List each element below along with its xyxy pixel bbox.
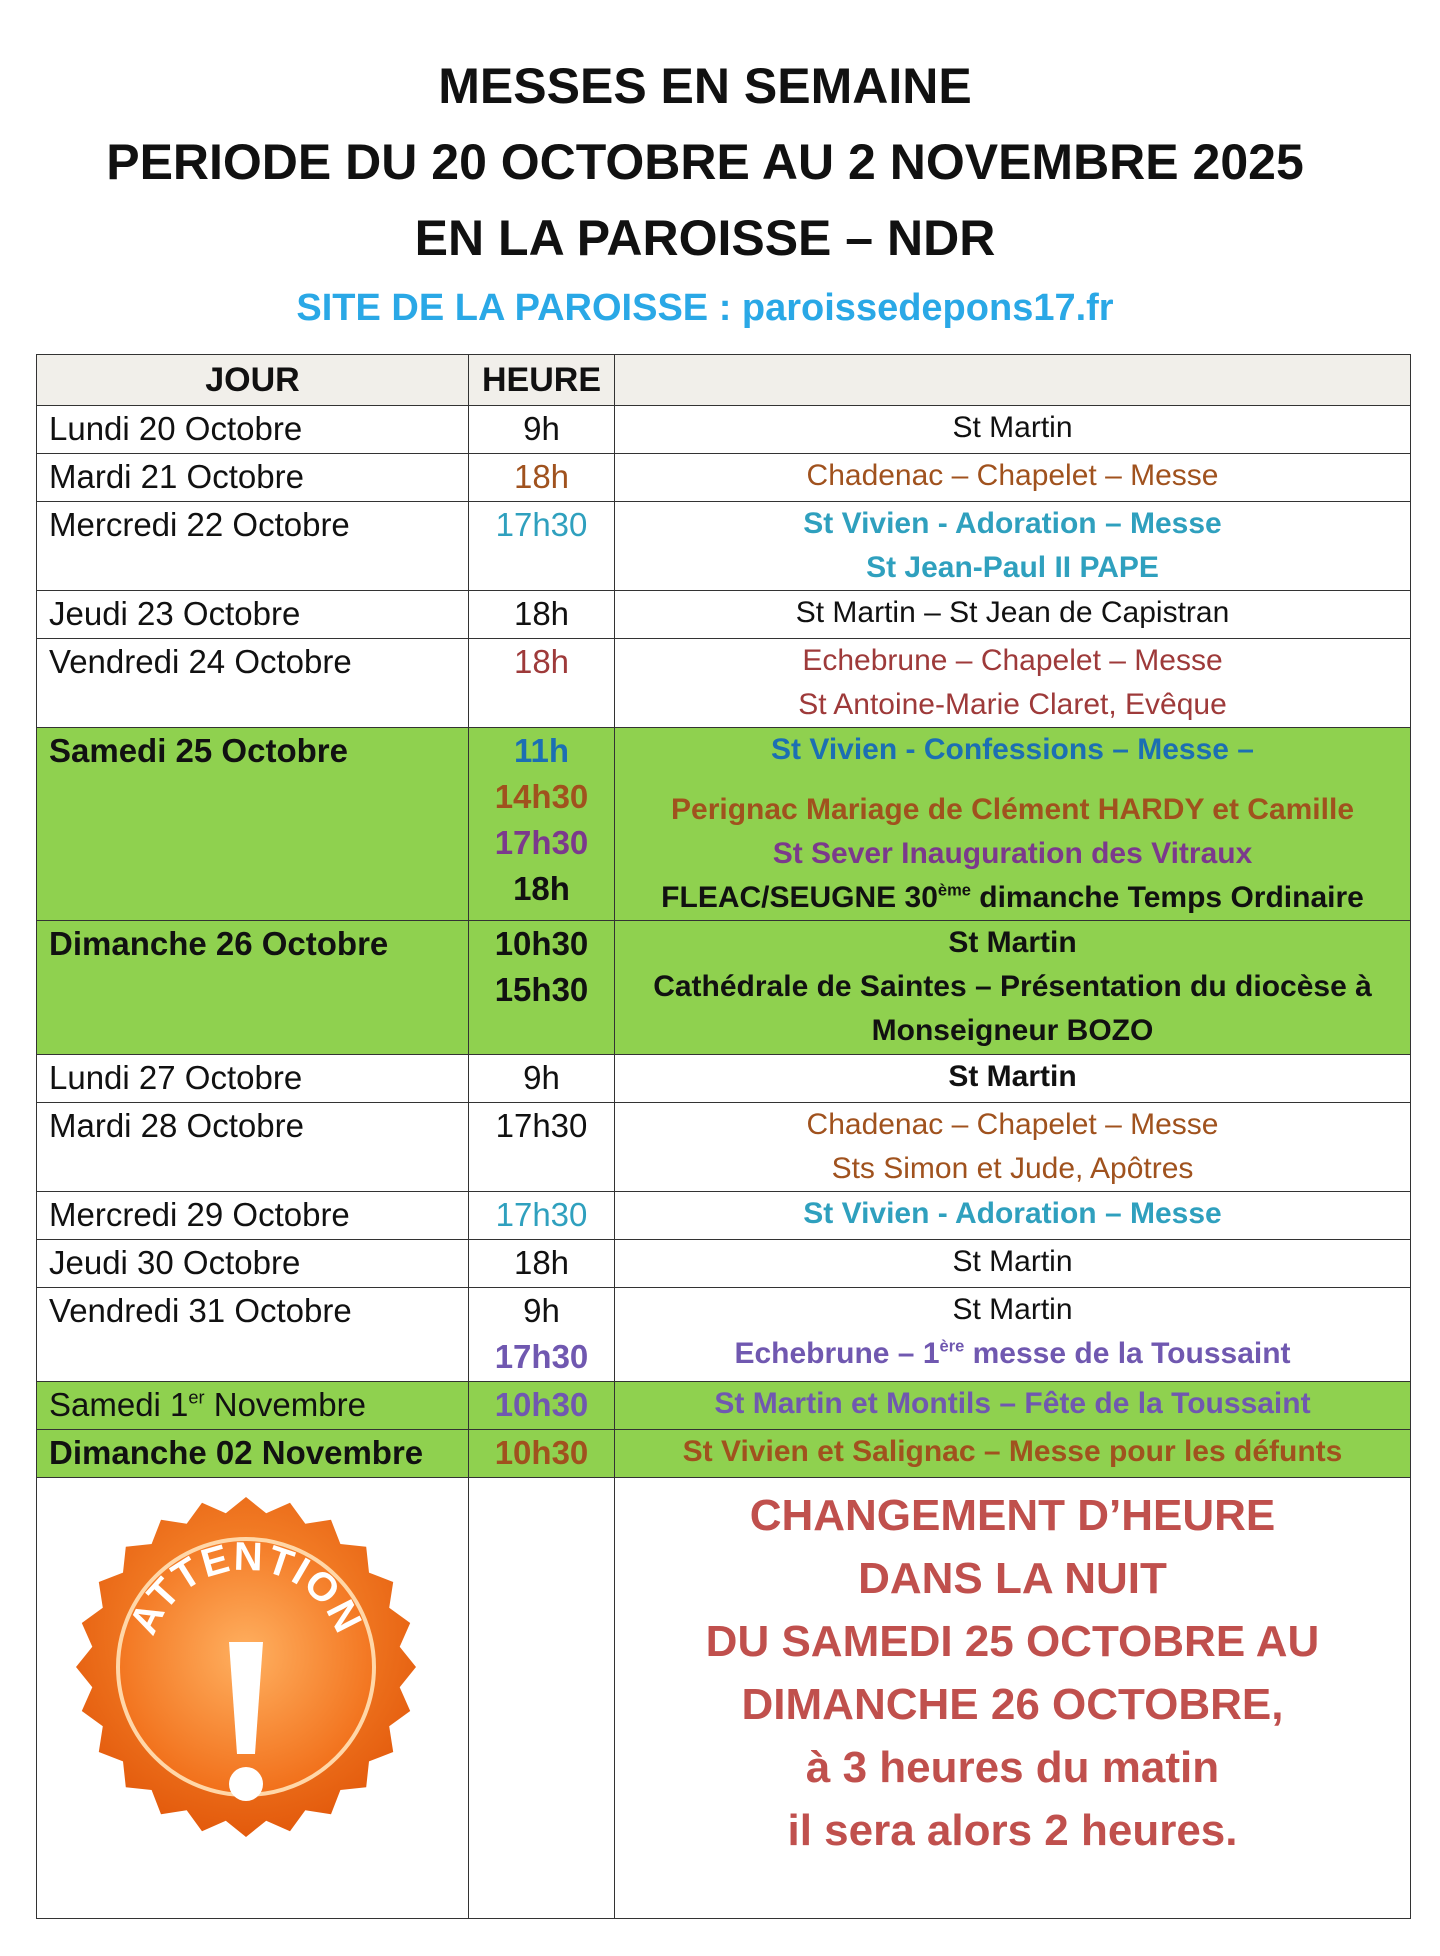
hour-value: 9h (523, 1059, 560, 1096)
table-row (37, 1055, 1411, 1103)
day-cell: Mercredi 22 Octobre (37, 502, 469, 591)
day-superscript: er (188, 1387, 205, 1408)
day-cell: Jeudi 23 Octobre (37, 591, 469, 639)
event-line: St Vivien - Confessions – Messe – (771, 733, 1254, 766)
hour-value: 11h (513, 732, 570, 769)
table-row (37, 728, 1411, 921)
event-line: St Martin et Montils – Fête de la Toussaint (714, 1387, 1311, 1420)
time-change-notice (615, 1478, 1411, 1919)
hour-cell (469, 1240, 615, 1288)
table-header-row (37, 355, 1411, 406)
event-superscript: ème (937, 881, 971, 900)
hour-value: 18h (513, 458, 570, 495)
parish-site-link[interactable]: SITE DE LA PAROISSE : paroissedepons17.fr (296, 287, 1114, 329)
col-header-day: JOUR (37, 355, 469, 406)
day-cell: Samedi 25 Octobre (37, 728, 469, 921)
hour-value: 17h30 (495, 1196, 588, 1233)
table-row (37, 1288, 1411, 1382)
hour-cell (469, 454, 615, 502)
day-cell: Lundi 20 Octobre (37, 406, 469, 454)
event-text: messe de la Toussaint (964, 1337, 1291, 1370)
table-row (37, 1240, 1411, 1288)
hour-cell (469, 921, 615, 1055)
event-cell (615, 921, 1411, 1055)
day-cell: Mardi 28 Octobre (37, 1103, 469, 1192)
notice-line: CHANGEMENT D’HEURE (749, 1491, 1276, 1540)
event-line (615, 876, 1410, 920)
event-cell (615, 1240, 1411, 1288)
day-cell: Vendredi 24 Octobre (37, 639, 469, 728)
hour-cell (469, 1103, 615, 1192)
hour-cell (469, 502, 615, 591)
hour-value: 10h30 (494, 925, 589, 962)
hour-value: 17h30 (495, 506, 588, 543)
day-cell: Mercredi 29 Octobre (37, 1192, 469, 1240)
table-row (37, 502, 1411, 591)
hour-value: 17h30 (494, 824, 589, 861)
event-line: St Martin (952, 411, 1073, 444)
day-cell: Vendredi 31 Octobre (37, 1288, 469, 1382)
attention-badge-cell (37, 1478, 469, 1919)
table-row (37, 921, 1411, 1055)
event-cell (615, 1382, 1411, 1430)
title-line-1: MESSES EN SEMAINE (438, 58, 972, 114)
hour-value: 9h (523, 410, 560, 447)
table-row (37, 406, 1411, 454)
event-text: dimanche Temps Ordinaire (970, 881, 1364, 914)
day-text: Samedi 1 (49, 1386, 189, 1423)
hour-value: 10h30 (494, 1434, 589, 1471)
hour-value: 10h30 (494, 1386, 589, 1423)
event-cell (615, 1430, 1411, 1478)
event-cell (615, 1055, 1411, 1103)
notice-line: DANS LA NUIT (858, 1554, 1167, 1603)
hour-cell (469, 728, 615, 921)
hour-value: 18h (513, 870, 570, 907)
table-row (37, 454, 1411, 502)
event-line: St Sever Inauguration des Vitraux (772, 837, 1253, 870)
attention-badge (71, 1492, 421, 1842)
title-line-2: PERIODE DU 20 OCTOBRE AU 2 NOVEMBRE 2025 (106, 134, 1304, 190)
event-line: Cathédrale de Saintes – Présentation du diocèse à (653, 970, 1372, 1003)
day-cell: Lundi 27 Octobre (37, 1055, 469, 1103)
event-cell (615, 502, 1411, 591)
notice-line: DIMANCHE 26 OCTOBRE, (741, 1680, 1284, 1729)
page-header (0, 48, 1410, 338)
hour-value: 9h (523, 1292, 560, 1329)
hour-cell (469, 1382, 615, 1430)
event-line: St Antoine-Marie Claret, Evêque (798, 688, 1227, 721)
event-cell (615, 639, 1411, 728)
event-line: St Vivien et Salignac – Messe pour les défunts (682, 1435, 1343, 1468)
hour-value: 18h (513, 643, 570, 680)
event-line: Sts Simon et Jude, Apôtres (831, 1152, 1194, 1185)
event-superscript: ère (939, 1337, 965, 1356)
hour-cell (469, 639, 615, 728)
hour-cell (469, 406, 615, 454)
event-cell (615, 1288, 1411, 1382)
hour-cell (469, 1192, 615, 1240)
event-line: St Jean-Paul II PAPE (866, 551, 1159, 584)
event-line: Monseigneur BOZO (871, 1014, 1154, 1047)
attention-text: ATTENTION (121, 1534, 371, 1641)
hour-value: 18h (513, 1244, 570, 1281)
notice-row (37, 1478, 1411, 1919)
day-cell (37, 1382, 469, 1430)
event-line: St Vivien - Adoration – Messe (803, 507, 1222, 540)
empty-hour-cell (469, 1478, 615, 1919)
table-row (37, 1430, 1411, 1478)
table-row (37, 1103, 1411, 1192)
event-cell (615, 454, 1411, 502)
col-header-event (615, 355, 1411, 406)
event-line: Chadenac – Chapelet – Messe (806, 1108, 1219, 1141)
notice-line: à 3 heures du matin (805, 1743, 1220, 1792)
table-row (37, 1382, 1411, 1430)
event-line: St Vivien - Adoration – Messe (803, 1197, 1222, 1230)
event-line: St Martin – St Jean de Capistran (795, 596, 1230, 629)
event-line: Perignac Mariage de Clément HARDY et Camille (671, 793, 1354, 826)
event-cell (615, 728, 1411, 921)
day-text: Novembre (204, 1386, 366, 1423)
day-cell: Dimanche 26 Octobre (37, 921, 469, 1055)
hour-value: 14h30 (494, 778, 589, 815)
event-text: FLEAC/SEUGNE 30 (661, 881, 938, 914)
col-header-hour: HEURE (469, 355, 615, 406)
mass-schedule-table (36, 354, 1411, 1919)
table-row (37, 1192, 1411, 1240)
event-text: Echebrune – 1 (734, 1337, 940, 1370)
hour-value: 15h30 (494, 971, 589, 1008)
hour-cell (469, 1288, 615, 1382)
event-line: St Martin (948, 1060, 1077, 1093)
day-cell: Mardi 21 Octobre (37, 454, 469, 502)
day-cell: Dimanche 02 Novembre (37, 1430, 469, 1478)
notice-line: DU SAMEDI 25 OCTOBRE AU (705, 1617, 1320, 1666)
event-line: St Martin (952, 1245, 1073, 1278)
event-cell (615, 1192, 1411, 1240)
title-line-3: EN LA PAROISSE – NDR (414, 210, 996, 266)
day-cell: Jeudi 30 Octobre (37, 1240, 469, 1288)
hour-cell (469, 591, 615, 639)
hour-value: 17h30 (494, 1338, 589, 1375)
event-line: St Martin (948, 926, 1077, 959)
event-line: Chadenac – Chapelet – Messe (806, 459, 1219, 492)
hour-cell (469, 1055, 615, 1103)
notice-line: il sera alors 2 heures. (787, 1806, 1238, 1855)
table-row (37, 639, 1411, 728)
hour-value: 18h (513, 595, 570, 632)
event-cell (615, 406, 1411, 454)
event-line (615, 1332, 1410, 1376)
table-row (37, 591, 1411, 639)
event-line: Echebrune – Chapelet – Messe (802, 644, 1223, 677)
event-cell (615, 1103, 1411, 1192)
event-cell (615, 591, 1411, 639)
hour-cell (469, 1430, 615, 1478)
hour-value: 17h30 (495, 1107, 588, 1144)
event-line: St Martin (952, 1293, 1073, 1326)
